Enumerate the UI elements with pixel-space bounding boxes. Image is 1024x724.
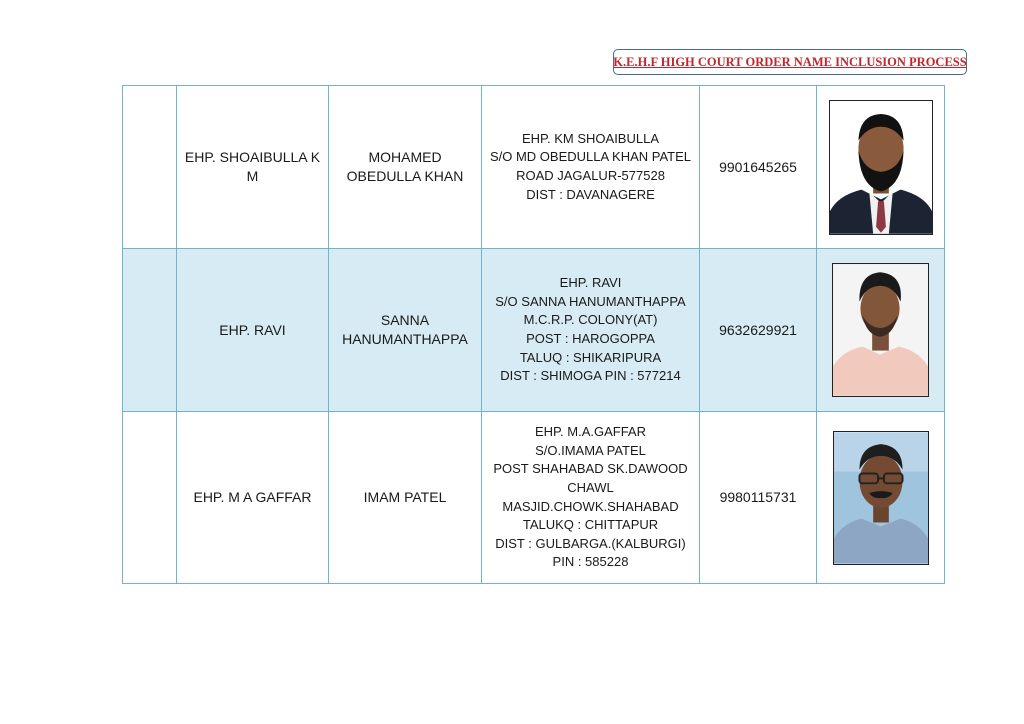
address-cell xyxy=(482,412,700,584)
address-line: MASJID.CHOWK.SHAHABAD xyxy=(502,498,679,514)
address-line: DIST : SHIMOGA PIN : 577214 xyxy=(500,368,681,384)
document-title: K.E.H.F HIGH COURT ORDER NAME INCLUSION PROCESS xyxy=(613,54,967,69)
address-cell xyxy=(482,86,700,249)
person-photo-graphic xyxy=(834,432,928,564)
address-line: EHP. RAVI xyxy=(559,275,622,291)
person-photo-graphic xyxy=(830,101,932,234)
person-photo-icon xyxy=(833,431,929,565)
photo-cell xyxy=(817,412,945,584)
table-row xyxy=(123,412,945,584)
address-line: CHAWL xyxy=(567,479,614,495)
table-row xyxy=(123,249,945,412)
serial-cell xyxy=(123,412,177,584)
father-name-cell: IMAM PATEL xyxy=(329,412,482,584)
person-photo-icon xyxy=(832,263,929,397)
address-line: S/O MD OBEDULLA KHAN PATEL xyxy=(489,149,692,165)
address-line: S/O SANNA HANUMANTHAPPA xyxy=(495,293,686,309)
phone-cell: 9632629921 xyxy=(700,249,817,412)
address-line: POST : HAROGOPPA xyxy=(526,331,655,346)
serial-cell xyxy=(123,249,177,412)
father-name-cell: MOHAMED OBEDULLA KHAN xyxy=(329,86,482,249)
serial-cell xyxy=(123,86,177,249)
photo-cell xyxy=(817,86,945,249)
person-photo-graphic xyxy=(833,264,928,396)
header-title-box xyxy=(613,49,967,75)
records-table xyxy=(122,85,945,584)
phone-cell: 9980115731 xyxy=(700,412,817,584)
address-line: EHP. KM SHOAIBULLA xyxy=(521,130,660,146)
address-line: DIST : DAVANAGERE xyxy=(526,186,655,202)
phone-cell: 9901645265 xyxy=(700,86,817,249)
member-name-cell: EHP. SHOAIBULLA K M xyxy=(177,86,329,249)
photo-cell xyxy=(817,249,945,412)
address-line: ROAD JAGALUR-577528 xyxy=(516,168,665,183)
person-photo-icon xyxy=(829,100,933,235)
address-line: TALUKQ : CHITTAPUR xyxy=(522,517,659,533)
address-line: DIST : GULBARGA.(KALBURGI) xyxy=(495,535,686,551)
address-line: TALUQ : SHIKARIPURA xyxy=(519,349,662,365)
address-line: M.C.R.P. COLONY(AT) xyxy=(523,312,658,328)
address-cell xyxy=(482,249,700,412)
address-line: POST SHAHABAD SK.DAWOOD xyxy=(493,461,688,477)
address-line: EHP. M.A.GAFFAR xyxy=(534,424,646,440)
address-line: PIN : 585228 xyxy=(552,554,629,570)
father-name-cell: SANNA HANUMANTHAPPA xyxy=(329,249,482,412)
member-name-cell: EHP. RAVI xyxy=(177,249,329,412)
address-line: S/O.IMAMA PATEL xyxy=(535,442,646,458)
member-name-cell: EHP. M A GAFFAR xyxy=(177,412,329,584)
table-row xyxy=(123,86,945,249)
